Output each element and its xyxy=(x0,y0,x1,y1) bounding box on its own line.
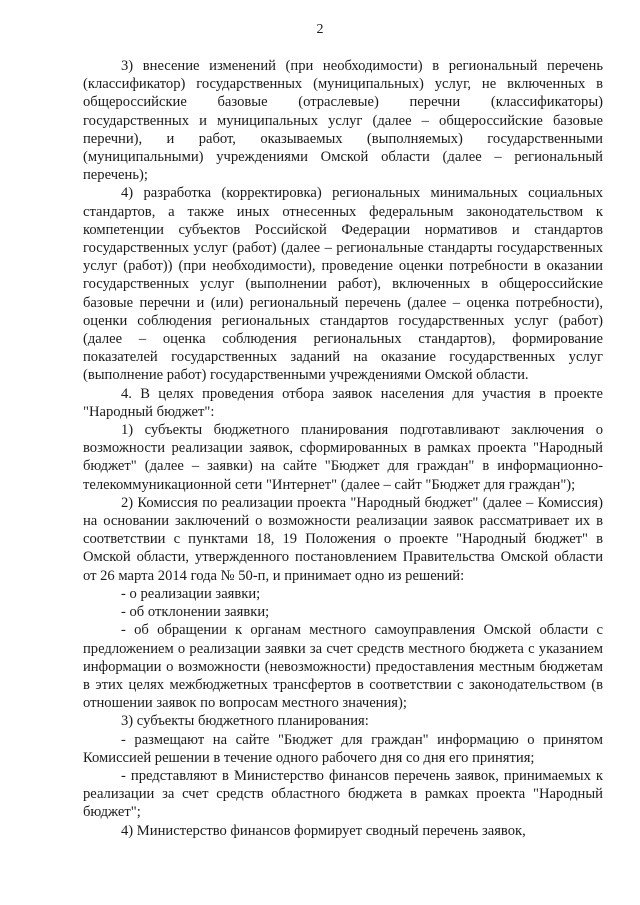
document-body xyxy=(83,57,603,840)
list-item-publish-decision: - размещают на сайте "Бюджет для граждан" информацию о принятом Комиссией решении в течение одного рабочего дня со дня его принятия; xyxy=(83,731,603,766)
paragraph-sub-4-ministry: 4) Министерство финансов формирует сводный перечень заявок, xyxy=(121,822,526,839)
paragraph-sub-2-commission: 2) Комиссия по реализации проекта "Народный бюджет" (далее – Комиссия) на основании заключений о возможности реализации заявок рассматривает их в соответствии с пунктами 18, 19 Положения о проекте "Народный бюджет" в Омской области, утвержденного постановлением Правительства Омской области от 26 марта 2014 года № 50-п, и принимает одно из решений: xyxy=(83,494,603,584)
page-number: 2 xyxy=(316,22,324,37)
paragraph-item-3-registry-changes: 3) внесение изменений (при необходимости) в региональный перечень (классификатор) государственных (муниципальных) услуг, не включенных в общероссийские базовые (отраслевые) перечни (классификаторы) государственных и муниципальных услуг (далее – общероссийские базовые перечни), и работ, оказываемых (выполняемых) государственными (муниципальными) учреждениями Омской области (далее – региональный перечень); xyxy=(83,58,603,184)
paragraph-sub-3-planning-subjects: 3) субъекты бюджетного планирования: xyxy=(121,713,369,730)
paragraph-sub-1-conclusions: 1) субъекты бюджетного планирования подготавливают заключения о возможности реализации заявок, сформированных в рамках проекта "Народный бюджет" (далее – заявки) на сайте "Бюджет для граждан" в информационно-телекоммуникационной сети "Интернет" (далее – сайт "Бюджет для граждан"); xyxy=(83,422,603,493)
list-item-decision-appeal: - об обращении к органам местного самоуправления Омской области с предложением о реализации заявки за счет средств местного бюджета с указанием информации о возможности (невозможности) предоставления местным бюджетам в этих целях межбюджетных трансфертов в соответствии с законодательством (в отношении заявок по вопросам местного значения); xyxy=(83,622,603,712)
paragraph-item-4-standards-development: 4) разработка (корректировка) региональных минимальных социальных стандартов, а также иных отнесенных федеральным законодательством к компетенции субъектов Российской Федерации нормативов и стандартов государственных услуг (работ) (далее – региональные стандарты государственных услуг (работ)) (при необходимости), проведение оценки потребности в оказании государственных услуг (выполнении работ), включенных в общероссийские базовые перечни и (или) региональный перечень (далее – оценка потребности), оценки соблюдения региональных стандартов государственных услуг (работ) (далее – оценка соблюдения региональных стандартов), формирование показателей государственных заданий на оказание государственных услуг (выполнение работ) государственными учреждениями Омской области. xyxy=(83,185,603,384)
list-item-decision-implement: - о реализации заявки; xyxy=(121,585,261,602)
list-item-decision-reject: - об отклонении заявки; xyxy=(121,604,270,621)
paragraph-section-4-intro: 4. В целях проведения отбора заявок населения для участия в проекте "Народный бюджет": xyxy=(83,385,603,420)
list-item-submit-list: - представляют в Министерство финансов перечень заявок, принимаемых к реализации за счет средств областного бюджета в рамках проекта "Народный бюджет"; xyxy=(83,767,603,821)
